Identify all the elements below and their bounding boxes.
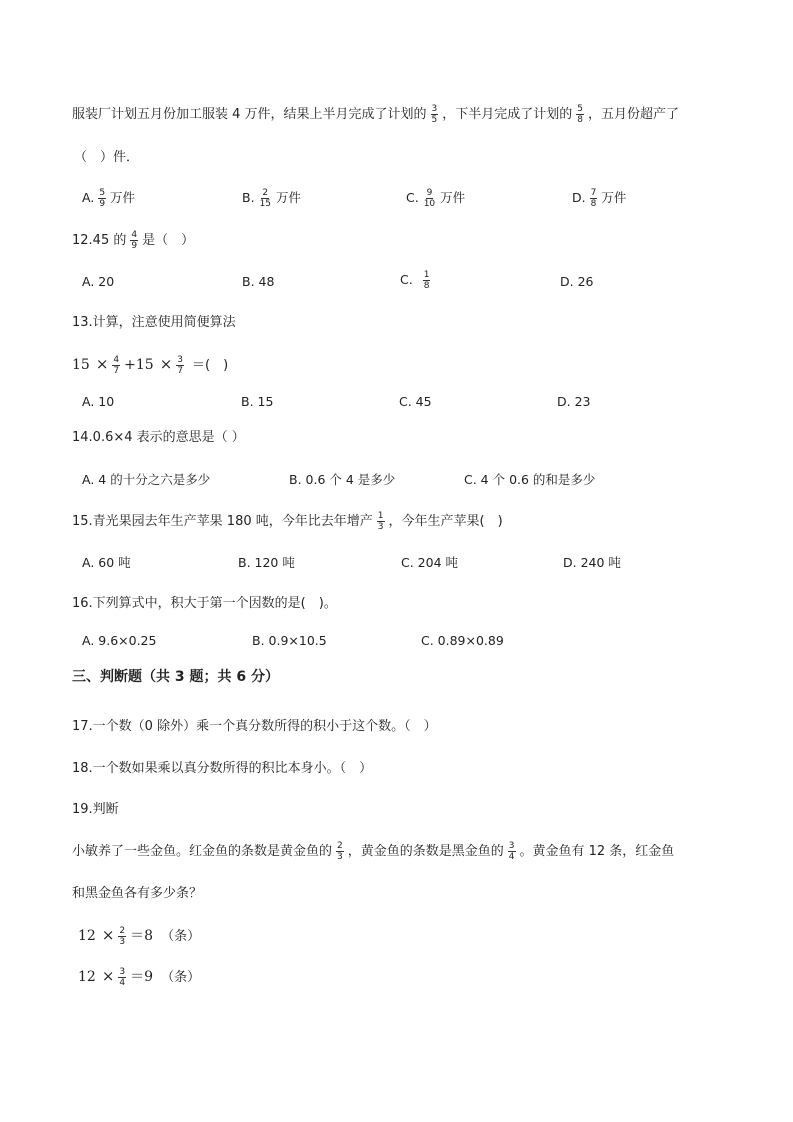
q11-option-b[interactable]: B. $\frac{2}{15}$ 万件 xyxy=(242,188,302,209)
q12-option-a[interactable]: A. 20 xyxy=(82,274,115,289)
q15-fraction: $\frac{1}{3}$ xyxy=(377,511,384,532)
q19-fraction-1: $\frac{2}{3}$ xyxy=(337,841,343,862)
q16-option-a[interactable]: A. 9.6×0.25 xyxy=(82,633,157,648)
q12-text: 12.45 的 $\frac{4}{9}$ 是（ ） xyxy=(72,230,195,251)
q17-text: 17.一个数（0 除外）乘一个真分数所得的积小于这个数。（ ） xyxy=(72,719,437,734)
q19-text: 小敏养了一些金鱼。红金鱼的条数是黄金鱼的 $\frac{2}{3}$ ，黄金鱼的条数是黑金鱼的 $\frac{3}{4}$ 。黄金鱼有 12 条，红金鱼 xyxy=(72,841,675,862)
q12-fraction: $\frac{4}{9}$ xyxy=(131,230,138,251)
q11-blank-line: （ ）件． xyxy=(74,150,140,165)
q13-option-c[interactable]: C. 45 xyxy=(399,394,432,409)
q13-option-d[interactable]: D. 23 xyxy=(557,394,591,409)
q11-text xyxy=(72,104,679,125)
section-3-heading: 三、判断题（共 3 题；共 6 分） xyxy=(72,669,279,685)
q14-option-b[interactable]: B. 0.6 个 4 是多少 xyxy=(289,472,396,487)
q13-option-a[interactable]: A. 10 xyxy=(82,394,115,409)
q16-option-b[interactable]: B. 0.9×10.5 xyxy=(252,633,327,648)
q14-option-c[interactable]: C. 4 个 0.6 的和是多少 xyxy=(464,472,596,487)
q15-option-a[interactable]: A. 60 吨 xyxy=(82,555,131,570)
q13-option-b[interactable]: B. 15 xyxy=(241,394,274,409)
q11-fraction-2: $\frac{5}{8}$ xyxy=(577,104,584,125)
q11-part2: ，下半月完成了计划的 xyxy=(442,107,573,122)
q15-option-b[interactable]: B. 120 吨 xyxy=(238,555,295,570)
q16-title: 16.下列算式中，积大于第一个因数的是( )。 xyxy=(72,596,337,611)
q19-fraction-2: $\frac{3}{4}$ xyxy=(508,841,515,862)
q19-calc-1: 12 × $\frac{2}{3}$ ＝8 （条） xyxy=(78,926,201,947)
q13-title: 13.计算，注意使用简便算法 xyxy=(72,315,236,330)
q12-option-b[interactable]: B. 48 xyxy=(242,274,275,289)
q19-text-line2: 和黑金鱼各有多少条？ xyxy=(72,886,203,901)
q12-option-d[interactable]: D. 26 xyxy=(560,274,594,289)
q11-part1: 服装厂计划五月份加工服装 4 万件，结果上半月完成了计划的 xyxy=(72,107,427,122)
q11-option-a[interactable]: A. $\frac{5}{9}$ 万件 xyxy=(82,188,136,209)
q15-option-c[interactable]: C. 204 吨 xyxy=(401,555,459,570)
q19-title: 19.判断 xyxy=(72,802,119,817)
q14-title: 14.0.6×4 表示的意思是（ ） xyxy=(72,430,245,445)
q18-text: 18.一个数如果乘以真分数所得的积比本身小。（ ） xyxy=(72,761,373,776)
q19-calc-2: 12 × $\frac{3}{4}$ ＝9 （条） xyxy=(78,967,201,988)
q14-option-a[interactable]: A. 4 的十分之六是多少 xyxy=(82,472,211,487)
q16-option-c[interactable]: C. 0.89×0.89 xyxy=(421,633,504,648)
q11-option-d[interactable]: D. $\frac{7}{8}$ 万件 xyxy=(572,188,627,209)
q11-fraction-1: $\frac{3}{5}$ xyxy=(431,104,438,125)
q11-part3: ，五月份超产了 xyxy=(588,107,680,122)
q15-text: 15.青光果园去年生产苹果 180 吨，今年比去年增产 $\frac{1}{3}$ ，今年生产苹果( ) xyxy=(72,511,503,532)
q11-option-c[interactable]: C. $\frac{9}{10}$ 万件 xyxy=(406,188,466,209)
q13-expression: 15 × $\frac{4}{7}$ +15 × $\frac{3}{7}$ ＝( ) xyxy=(72,355,229,376)
q15-option-d[interactable]: D. 240 吨 xyxy=(563,555,621,570)
q12-option-c[interactable]: C. $\frac{1}{8}$ xyxy=(400,270,430,291)
